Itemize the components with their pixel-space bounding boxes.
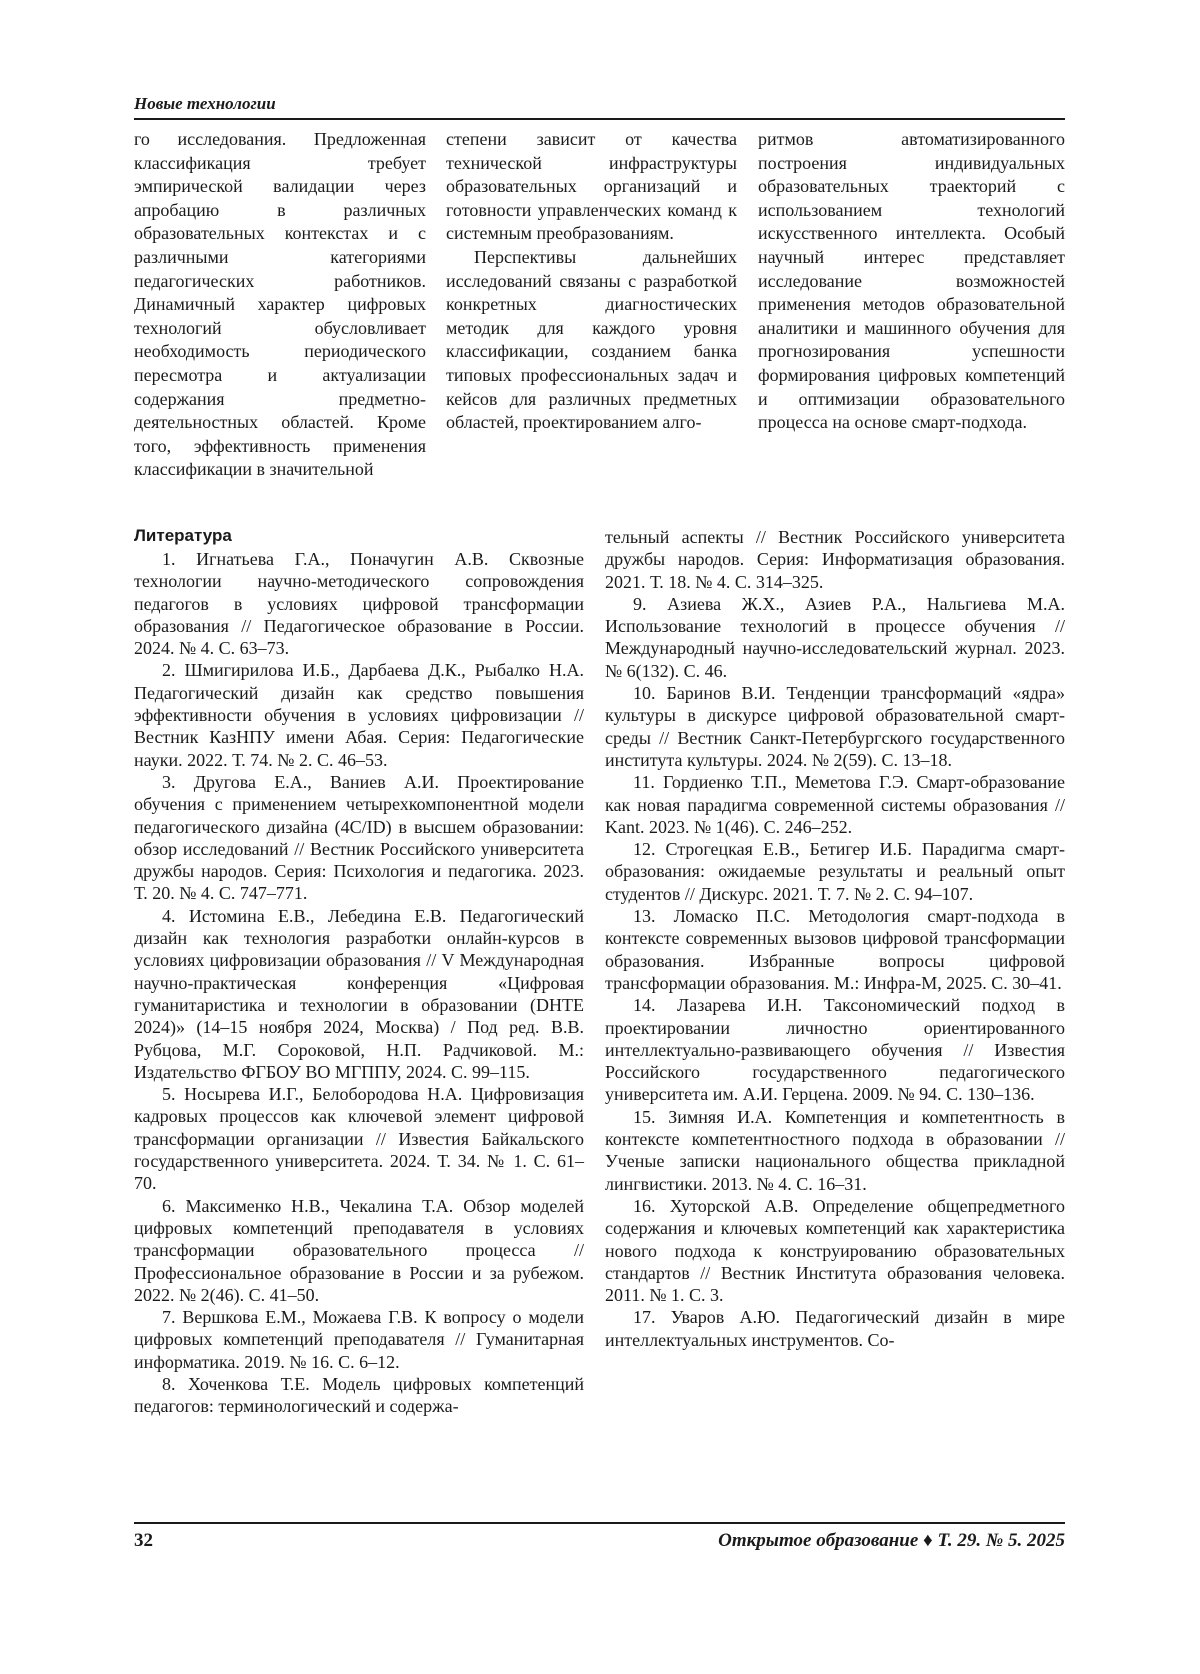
reference-item: 12. Строгецкая Е.В., Бетигер И.Б. Парадигма смарт-образования: ожидаемые результаты и реальный опыт студентов // Дискурс. 2021. Т. 7. № 2. С. 94–107.: [605, 839, 1065, 904]
reference-item: 7. Вершкова Е.М., Можаева Г.В. К вопросу о модели цифровых компетенций преподавателя // Гуманитарная информатика. 2019. № 16. С. 6–12.: [134, 1307, 584, 1372]
reference-item: 5. Носырева И.Г., Белобородова Н.А. Цифровизация кадровых процессов как ключевой элемент цифровой трансформации организации // Известия Байкальского государственного университета. 2024. Т. 34. № 1. С. 61–70.: [134, 1084, 584, 1194]
references-column-1: [134, 548, 584, 1418]
reference-item: 4. Истомина Е.В., Лебедина Е.В. Педагогический дизайн как технология разработки онлайн-курсов в условиях цифровизации образования // V Международная научно-практическая конференция «Цифровая гуманитаристика и технологии в образовании (DHTE 2024)» (14–15 ноября 2024, Москва) / Под ред. В.В. Рубцова, М.Г. Сороковой, Н.П. Радчиковой. М.: Издательство ФГБОУ ВО МГППУ, 2024. С. 99–115.: [134, 905, 584, 1082]
journal-info: Открытое образование ♦ Т. 29. № 5. 2025: [718, 1530, 1065, 1551]
paragraph: степени зависит от качества технической инфраструктуры образовательных организаций и готовности управленческих команд к системным преобразованиям.: [446, 129, 737, 244]
reference-item: 14. Лазарева И.Н. Таксономический подход в проектировании личностно ориентированного интеллектуально-развивающего обучения // Известия Российского государственного педагогического университета им. А.И. Герцена. 2009. № 94. С. 130–136.: [605, 995, 1065, 1105]
paragraph: Перспективы дальнейших исследований связаны с разработкой конкретных диагностических методик для каждого уровня классификации, созданием банка типовых профессиональных задач и кейсов для различных предметных областей, проектированием алго-: [446, 246, 737, 433]
references-heading: Литература: [134, 526, 232, 545]
reference-item: 1. Игнатьева Г.А., Поначугин А.В. Сквозные технологии научно-методического сопровождения педагогов в условиях цифровой трансформации образования // Педагогическое образование в России. 2024. № 4. С. 63–73.: [134, 549, 584, 659]
reference-item: 16. Хуторской А.В. Определение общепредметного содержания и ключевых компетенций как характеристика нового подхода к конструированию образовательных стандартов // Вестник Института образования человека. 2011. № 1. С. 3.: [605, 1195, 1065, 1306]
body-column-2: [446, 128, 737, 435]
reference-item: 9. Азиева Ж.Х., Азиев Р.А., Нальгиева М.А. Использование технологий в процессе обучения // Международный научно-исследовательский журнал. 2023. № 6(132). С. 46.: [605, 593, 1065, 681]
body-column-3: [758, 128, 1065, 435]
reference-continuation: тельный аспекты // Вестник Российского университета дружбы народов. Серия: Информатизация образования. 2021. Т. 18. № 4. С. 314–325.: [605, 527, 1065, 592]
running-header: Новые технологии: [134, 94, 276, 113]
reference-item: 2. Шмигирилова И.Б., Дарбаева Д.К., Рыбалко Н.А. Педагогический дизайн как средство повышения эффективности обучения в условиях цифровизации // Вестник КазНПУ имени Абая. Серия: Педагогические науки. 2022. Т. 74. № 2. С. 46–53.: [134, 660, 584, 770]
header-rule: [134, 118, 1065, 120]
paragraph: го исследования. Предложенная классификация требует эмпирической валидации через апробацию в различных образовательных контекстах и с различными категориями педагогических работников. Динамичный характер цифровых технологий обусловливает необходимость периодического пересмотра и актуализации содержания предметно-деятельностных областей. Кроме того, эффективность применения классификации в значительной: [134, 129, 426, 480]
body-column-1: [134, 128, 426, 482]
footer-rule: [134, 1522, 1065, 1524]
paragraph: ритмов автоматизированного построения индивидуальных образовательных траекторий с использованием технологий искусственного интеллекта. Особый научный интерес представляет исследование возможностей применения методов образовательной аналитики и машинного обучения для прогнозирования успешности формирования цифровых компетенций и оптимизации образовательного процесса на основе смарт-подхода.: [758, 129, 1065, 433]
reference-item: 6. Максименко Н.В., Чекалина Т.А. Обзор моделей цифровых компетенций преподавателя в условиях трансформации образовательного процесса // Профессиональное образование в России и за рубежом. 2022. № 2(46). С. 41–50.: [134, 1195, 584, 1305]
reference-item: 8. Хоченкова Т.Е. Модель цифровых компетенций педагогов: терминологический и содержа-: [134, 1373, 584, 1417]
reference-item: 17. Уваров А.Ю. Педагогический дизайн в мире интеллектуальных инструментов. Со-: [605, 1307, 1065, 1350]
reference-item: 3. Другова Е.А., Ваниев А.И. Проектирование обучения с применением четырехкомпонентной модели педагогического дизайна (4C/ID) в высшем образовании: обзор исследований // Вестник Российского университета дружбы народов. Серия: Психология и педагогика. 2023. Т. 20. № 4. С. 747–771.: [134, 771, 584, 904]
reference-item: 11. Гордиенко Т.П., Меметова Г.Э. Смарт-образование как новая парадигма современной системы образования // Kant. 2023. № 1(46). С. 246–252.: [605, 772, 1065, 837]
reference-item: 13. Ломаско П.С. Методология смарт-подхода в контексте современных вызовов цифровой трансформации образования. Избранные вопросы цифровой трансформации образования. М.: Инфра-М, 2025. С. 30–41.: [605, 906, 1065, 993]
reference-item: 15. Зимняя И.А. Компетенция и компетентность в контексте компетентностного подхода в образовании // Ученые записки национального общества прикладной лингвистики. 2013. № 4. С. 16–31.: [605, 1106, 1065, 1194]
reference-item: 10. Баринов В.И. Тенденции трансформаций «ядра» культуры в дискурсе цифровой образовательной смарт-среды // Вестник Санкт-Петербургского государственного института культуры. 2024. № 2(59). С. 13–18.: [605, 683, 1065, 770]
references-column-2: [605, 526, 1065, 1351]
page-number: 32: [134, 1530, 153, 1551]
